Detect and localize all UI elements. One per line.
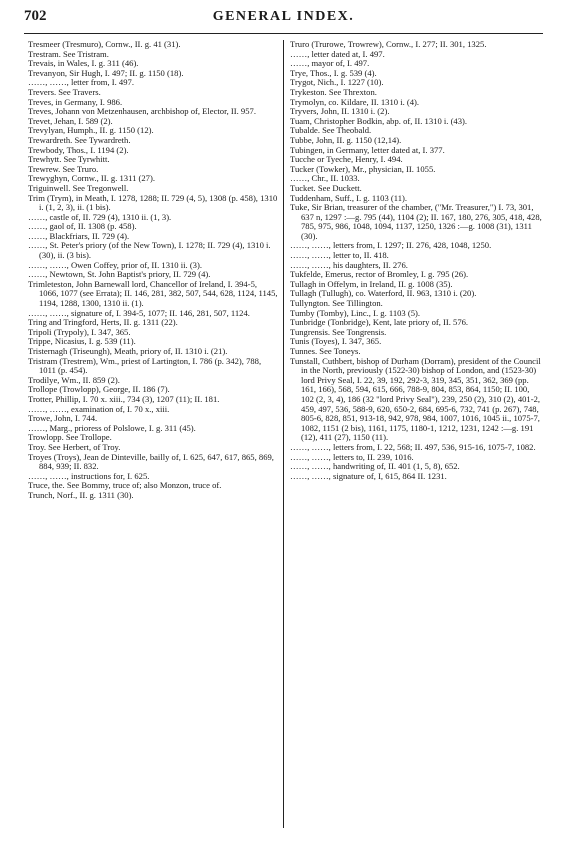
index-entry: ……, ……, letters from, I. 22, 568; II. 497, 536, 915-16, 1075-7, 1082. bbox=[290, 441, 536, 452]
index-entry: Trygot, Nich., I. 1227 (10). bbox=[290, 77, 384, 88]
index-entry: Tring and Tringford, Herts, II. g. 1311 (22). bbox=[28, 317, 178, 328]
index-entry: Trymolyn, co. Kildare, II. 1310 i. (4). bbox=[290, 96, 420, 107]
index-entry: Tubbe, John, II. g. 1150 (12,14). bbox=[290, 134, 402, 145]
index-entry: Troy. See Herbert, of Troy. bbox=[28, 441, 121, 452]
index-entry: ……, Newtown, St. John Baptist's priory, II. 729 (4). bbox=[28, 269, 211, 280]
index-entry: Trewhytt. See Tyrwhitt. bbox=[28, 154, 110, 165]
index-entry: Troyes (Troys), Jean de Dinteville, bailly of, I. 625, 647, 617, 865, 869, 884, 939; II. 832. bbox=[28, 451, 274, 472]
page-number: 702 bbox=[24, 8, 47, 24]
index-entry: Tresmeer (Tresmuro), Cornw., II. g. 41 (31). bbox=[28, 39, 181, 49]
index-entry: ……, St. Peter's priory (of the New Town), I. 1278; II. 729 (4), 1310 i. (30), ii. (3 bis). bbox=[28, 240, 271, 261]
index-entry: Truce, the. See Bommy, truce of; also Monzon, truce of. bbox=[28, 480, 222, 491]
index-column-left bbox=[28, 40, 278, 501]
index-entry: Tristram (Trestrem), Wm., priest of Lartington, I. 786 (p. 342), 788, 1011 (p. 454). bbox=[28, 355, 262, 376]
index-entry: Triguinwell. See Tregonwell. bbox=[28, 182, 129, 193]
index-entry: Tullagh (Tullugh), co. Waterford, II. 963, 1310 i. (20). bbox=[290, 288, 477, 299]
column-divider bbox=[283, 40, 284, 828]
index-entry: Tunnes. See Toneys. bbox=[290, 346, 361, 356]
index-entry: Trewbody, Thos., I. 1194 (2). bbox=[28, 144, 129, 155]
index-entry: ……, Chr., II. 1033. bbox=[290, 173, 360, 184]
index-entry: ……, ……, letter from, I. 497. bbox=[28, 77, 134, 88]
index-entry: Tucket. See Duckett. bbox=[290, 182, 362, 193]
index-entry: ……, ……, instructions for, I. 625. bbox=[28, 470, 150, 481]
header-rule bbox=[24, 33, 543, 34]
index-entry: Trunch, Norf., II. g. 1311 (30). bbox=[28, 489, 134, 500]
index-column-right bbox=[290, 40, 542, 481]
index-entry: Truro (Trurowe, Trowrew), Cornw., I. 277; II. 301, 1325. bbox=[290, 39, 487, 49]
index-entry: ……, ……, handwriting of, II. 401 (1, 5, 8), 652. bbox=[290, 461, 460, 472]
index-entry: Tunbridge (Tonbridge), Kent, late priory of, II. 576. bbox=[290, 317, 469, 328]
index-entry: Tryvers, John, II. 1310 i. (2). bbox=[290, 106, 390, 117]
index-entry: Tuam, Christopher Bodkin, abp. of, II. 1310 i. (43). bbox=[290, 115, 468, 126]
index-entry: ……, ……, signature of, I. 394-5, 1077; II. 146, 281, 507, 1124. bbox=[28, 307, 250, 318]
index-entry: ……, Blackfriars, II. 729 (4). bbox=[28, 230, 130, 241]
index-entry: Trestram. See Tristram. bbox=[28, 48, 109, 59]
index-entry: Tullagh in Offelym, in Ireland, II. g. 1008 (35). bbox=[290, 278, 453, 289]
index-entry: Trevylyan, Humph., II. g. 1150 (12). bbox=[28, 125, 154, 136]
index-entry: Treves, in Germany, I. 986. bbox=[28, 96, 123, 107]
index-entry: Tubingen, in Germany, letter dated at, I. 377. bbox=[290, 144, 445, 155]
index-entry: Trewardreth. See Tywardreth. bbox=[28, 134, 131, 145]
index-entry: Trimleteston, John Barnewall lord, Chancellor of Ireland, I. 394-5, 1066, 1077 (see Errata); II. 146, 281, 382, 507, 544, 628, 1124, 1145, 1194, 1288, 1300, 1310 ii. (1). bbox=[28, 278, 278, 309]
index-entry: ……, ……, letters to, II. 239, 1016. bbox=[290, 451, 414, 462]
index-entry: Trodilye, Wm., II. 859 (2). bbox=[28, 374, 120, 385]
index-entry: Tullyngton. See Tillington. bbox=[290, 298, 383, 309]
index-entry: Tunstall, Cuthbert, bishop of Durham (Dorram), president of the Council in the North, previously (1522-30) bishop of London, and (1523-30) lord Privy Seal, I. 22, 39, 192, 292-3, 319, 345, 351, 362, 369 (pp. 161, 166), 568, 594, 615, 666, 788-9, 804, 853, 864, 1150; II. 100, 102 (2, 3, 4), 186 (32 "lord Privy Seal"), 239, 250 (2), 310 (2), 401-2, 459, 497, 536, 588-9, 620, 650-2, 684, 695-6, 732, 741 (p. 267), 748, 805-6, 828, 851, 913-18, 942, 978, 984, 1007, 1016, 1045 ii., 1075-7, 1082, 1151 (2 bis), 1161, 1175, 1180-1, 1212, 1231, 1242 :—g. 191 (12), 411 (27), 1150 (11). bbox=[290, 355, 541, 443]
index-entry: ……, mayor of, I. 497. bbox=[290, 58, 370, 69]
index-entry: Trewyghyn, Cornw., II. g. 1311 (27). bbox=[28, 173, 155, 184]
index-entry: Tuke, Sir Brian, treasurer of the chamber, ("Mr. Treasurer,") I. 73, 301, 637 n, 1297 :—g. 795 (44), 1104 (2); II. 167, 180, 276, 305, 418, 428, 785, 975, 986, 1048, 1094, 1137, 1250, 1326 :—g. 1008 (31), 1311 (30). bbox=[290, 202, 542, 241]
index-entry: Tuddenham, Suff., I. g. 1103 (11). bbox=[290, 192, 408, 203]
index-entry: Trewrew. See Truro. bbox=[28, 163, 99, 174]
index-entry: Trowe, John, I. 744. bbox=[28, 413, 98, 424]
index-entry: Trevais, in Wales, I. g. 311 (46). bbox=[28, 58, 139, 69]
index-entry: Tunis (Toyes), I. 347, 365. bbox=[290, 336, 382, 347]
index-entry: Trippe, Nicasius, I. g. 539 (11). bbox=[28, 336, 136, 347]
index-entry: Trevers. See Travers. bbox=[28, 86, 101, 97]
index-entry: Tukfelde, Emerus, rector of Bromley, I. g. 795 (26). bbox=[290, 269, 469, 280]
index-entry: Treves, Johann von Metzenhausen, archbishop of, Elector, II. 957. bbox=[28, 106, 256, 117]
index-entry: ……, ……, Owen Coffey, prior of, II. 1310 ii. (3). bbox=[28, 259, 202, 270]
index-entry: ……, letter dated at, I. 497. bbox=[290, 48, 385, 59]
index-entry: Trowlopp. See Trollope. bbox=[28, 432, 112, 443]
index-entry: Tubalde. See Theobald. bbox=[290, 125, 372, 136]
index-entry: Trim (Trym), in Meath, I. 1278, 1288; II. 729 (4, 5), 1308 (p. 458), 1310 i. (1, 2, 3), ii. (1 bis). bbox=[28, 192, 278, 213]
page-title: GENERAL INDEX. bbox=[212, 9, 355, 24]
index-entry: Tungrensis. See Tongrensis. bbox=[290, 326, 387, 337]
index-entry: Trevanyon, Sir Hugh, I. 497; II. g. 1150 (18). bbox=[28, 67, 184, 78]
index-entry: Trevet, Jehan, I. 589 (2). bbox=[28, 115, 113, 126]
index-entry: Trollope (Trowlopp), George, II. 186 (7). bbox=[28, 384, 170, 395]
index-entry: Trye, Thos., I. g. 539 (4). bbox=[290, 67, 377, 78]
page-header bbox=[24, 8, 543, 30]
index-entry: Tucche or Tyeche, Henry, I. 494. bbox=[290, 154, 403, 165]
index-entry: ……, ……, signature of, I, 615, 864 II. 1231. bbox=[290, 470, 447, 481]
index-entry: Trykeston. See Threxton. bbox=[290, 86, 377, 97]
index-entry: Tumby (Tomby), Linc., I. g. 1103 (5). bbox=[290, 307, 421, 318]
index-entry: ……, gaol of, II. 1308 (p. 458). bbox=[28, 221, 137, 232]
index-entry: Tucker (Towker), Mr., physician, II. 1055. bbox=[290, 163, 436, 174]
index-entry: ……, ……, letter to, II. 418. bbox=[290, 250, 389, 261]
index-entry: ……, ……, examination of, I. 70 x., xiii. bbox=[28, 403, 170, 414]
index-entry: ……, ……, his daughters, II. 276. bbox=[290, 259, 408, 270]
index-entry: Trotter, Phillip, I. 70 x. xiii., 734 (3), 1207 (11); II. 181. bbox=[28, 393, 220, 404]
index-entry: ……, ……, letters from, I. 1297; II. 276, 428, 1048, 1250. bbox=[290, 240, 492, 251]
index-entry: ……, castle of, II. 729 (4), 1310 ii. (1, 3). bbox=[28, 211, 172, 222]
index-entry: ……, Marg., prioress of Polslowe, I. g. 311 (45). bbox=[28, 422, 196, 433]
index-entry: Tripoli (Trypoly), I. 347, 365. bbox=[28, 326, 131, 337]
index-entry: Tristernagh (Triseungh), Meath, priory of, II. 1310 i. (21). bbox=[28, 346, 228, 356]
